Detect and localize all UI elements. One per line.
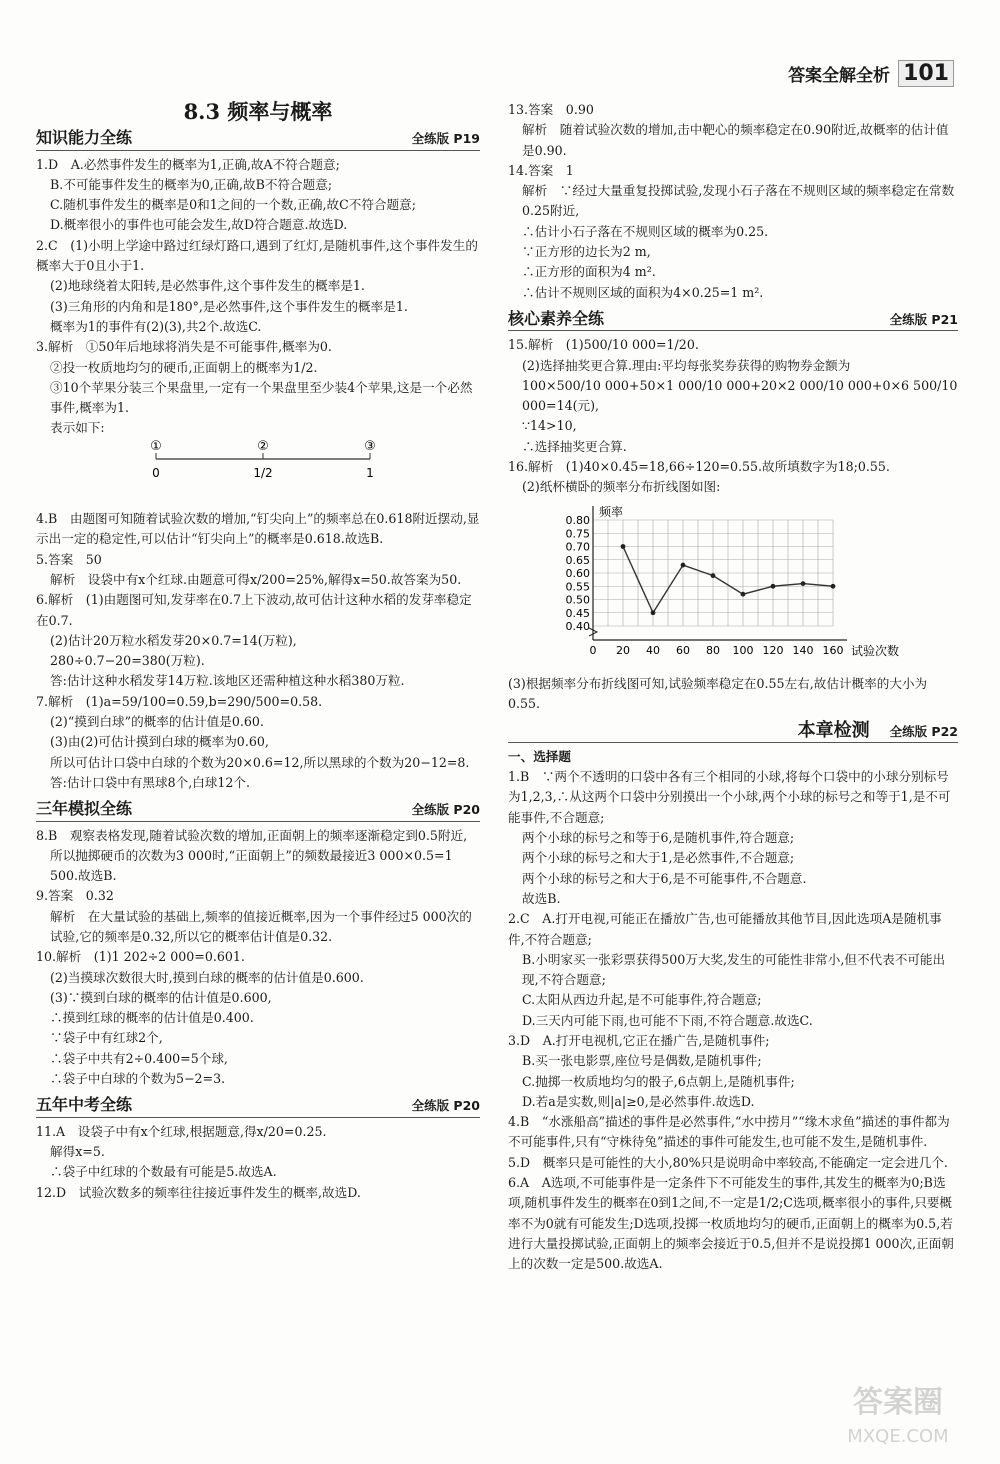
text-line: ∵袋子中有红球2个, xyxy=(50,1030,163,1046)
text-line: D.三天内可能下雨,也可能不下雨,不符合题意.故选C. xyxy=(522,1012,813,1028)
text-line: 9.答案 0.32 xyxy=(36,888,114,904)
y-tick-label: 0.40 xyxy=(565,619,590,633)
nl-mark-3: ③ xyxy=(364,438,376,454)
text-line: 所以可估计口袋中白球的个数为20×0.6=12,所以黑球的个数为20−12=8. xyxy=(50,754,470,770)
text-line: 11.A 设袋子中有x个红球,根据题意,得x/20=0.25. xyxy=(36,1123,327,1139)
text-line: 4.B 由题图可知随着试验次数的增加,“钉尖向上”的频率总在0.618附近摆动,显示出一定的稳定性,可以估计“钉尖向上”的概率是0.618.故选B. xyxy=(36,511,480,547)
test-6 xyxy=(508,1173,958,1274)
answer-16 xyxy=(508,457,958,498)
text-line: 5.D 概率只是可能性的大小,80%只是说明命中率较高,不能确定一定会进几个. xyxy=(508,1154,948,1170)
y-tick-label: 0.75 xyxy=(565,526,590,540)
text-line: (3)由(2)可估计摸到白球的概率为0.60, xyxy=(50,734,269,750)
text-line: C.抛掷一枚质地均匀的骰子,6点朝上,是随机事件; xyxy=(522,1073,795,1089)
text-line: C.随机事件发生的概率是0和1之间的一个数,正确,故C不符合题意; xyxy=(50,197,416,213)
nl-mark-2: ② xyxy=(257,438,269,454)
text-line: 3.解析 ①50年后地球将消失是不可能事件,概率为0. xyxy=(36,339,332,355)
watermark-logo xyxy=(808,1372,988,1452)
text-line: 100×500/10 000+50×1 000/10 000+20×2 000/10 000+0×6 500/10 000=14(元), xyxy=(522,377,962,414)
band-1: 知识能力全练 全练版 P19 xyxy=(36,128,480,150)
answer-2 xyxy=(36,236,480,337)
data-point xyxy=(711,573,716,578)
text-line: ∵正方形的边长为2 m, xyxy=(522,244,651,260)
data-point xyxy=(771,583,776,588)
nl-tick-1: 1 xyxy=(366,465,374,480)
text-line: ∴选择抽奖更合算. xyxy=(522,438,627,454)
test-2 xyxy=(508,909,958,1031)
text-line: B.不可能事件发生的概率为0,正确,故B不符合题意; xyxy=(50,176,333,192)
text-line: 解析 随着试验次数的增加,击中靶心的频率稳定在0.90附近,故概率的估计值是0.90. xyxy=(522,122,949,158)
data-point xyxy=(651,610,656,615)
text-line: (2)纸杯横卧的频率分布折线图如图: xyxy=(522,479,721,495)
text-line: (2)估计20万粒水稻发芽20×0.7=14(万粒), xyxy=(50,632,297,648)
text-line: ∴估计不规则区域的面积为4×0.25=1 m². xyxy=(522,284,764,300)
text-line: (2)地球绕着太阳转,是必然事件,这个事件发生的概率是1. xyxy=(50,278,365,294)
text-line: (2)“摸到白球”的概率的估计值是0.60. xyxy=(50,714,264,730)
text-line: 14.答案 1 xyxy=(508,162,574,178)
x-tick-label: 0 xyxy=(589,643,597,657)
data-point xyxy=(681,562,686,567)
y-tick-label: 0.45 xyxy=(565,606,590,620)
text-line: 8.B 观察表格发现,随着试验次数的增加,正面朝上的频率逐渐稳定到0.5附近, xyxy=(36,827,468,843)
answer-14 xyxy=(508,161,958,303)
y-axis-label: 频率 xyxy=(599,504,624,519)
band-2: 三年模拟全练 全练版 P20 xyxy=(36,799,480,821)
data-point xyxy=(831,583,836,588)
x-tick-label: 80 xyxy=(706,643,720,657)
answer-1 xyxy=(36,155,480,236)
answer-6 xyxy=(36,590,480,691)
text-line: 两个小球的标号之和等于6,是随机事件,符合题意; xyxy=(522,830,795,846)
text-line: ∴袋子中白球的个数为5−2=3. xyxy=(50,1071,226,1087)
text-line: 1.B ∵两个不透明的口袋中各有三个相同的小球,将每个口袋中的小球分别标号为1,2,3,∴从这两个口袋中分别摸出一个小球,两个小球的标号之和等于1,是不可能事件,不合题意; xyxy=(508,769,951,825)
y-tick-label: 0.50 xyxy=(565,593,590,607)
answer-9 xyxy=(36,886,480,947)
y-tick-label: 0.55 xyxy=(565,579,590,593)
test-5 xyxy=(508,1153,958,1173)
text-line: (3)三角形的内角和是180°,是必然事件,这个事件发生的概率是1. xyxy=(50,298,408,314)
x-tick-label: 140 xyxy=(792,643,814,657)
text-line: 答:估计这种水稻发芽14万粒.该地区还需种植这种水稻380万粒. xyxy=(50,673,405,689)
text-line: D.概率很小的事件也可能会发生,故D符合题意.故选D. xyxy=(50,217,348,233)
text-line: ∴估计小石子落在不规则区域的概率为0.25. xyxy=(522,223,769,239)
answer-3 xyxy=(36,337,480,438)
left-column xyxy=(36,100,480,1203)
y-tick-label: 0.60 xyxy=(565,566,590,580)
answer-16-part3 xyxy=(508,674,958,715)
text-line: 表示如下: xyxy=(50,420,105,436)
answer-7 xyxy=(36,692,480,793)
text-line: 15.解析 (1)500/10 000=1/20. xyxy=(508,337,699,353)
text-line: ∴摸到红球的概率的估计值是0.400. xyxy=(50,1010,254,1026)
text-line: 所以抛掷硬币的次数为3 000时,“正面朝上”的频数最接近3 000×0.5=1 500.故选B. xyxy=(50,847,457,884)
answer-5 xyxy=(36,550,480,591)
text-line: (3)∵摸到白球的概率的估计值是0.600, xyxy=(50,989,272,1005)
text-line: 两个小球的标号之和大于1,是必然事件,不合题意; xyxy=(522,850,795,866)
text-line: 2.C (1)小明上学途中路过红绿灯路口,遇到了红灯,是随机事件,这个事件发生的概率大于0且小于1. xyxy=(36,237,478,274)
text-line: (2)选择抽奖更合算.理由:平均每张奖券获得的购物券金额为 xyxy=(522,357,851,373)
text-line: ③10个苹果分装三个果盘里,一定有一个果盘里至少装4个苹果,这是一个必然事件,概率为1. xyxy=(50,379,473,416)
y-tick-label: 0.80 xyxy=(565,513,590,527)
x-tick-label: 160 xyxy=(822,643,844,657)
data-point xyxy=(621,544,626,549)
x-tick-label: 60 xyxy=(676,643,690,657)
text-line: 3.D A.打开电视机,它正在播广告,是随机事件; xyxy=(508,1032,770,1048)
text-line: B.小明家买一张彩票获得500万大奖,发生的可能性非常小,但不代表不可能出现,不符合题意; xyxy=(522,951,946,988)
text-line: ∴袋子中共有2÷0.400=5个球, xyxy=(50,1050,228,1066)
test-1 xyxy=(508,767,958,909)
text-line: C.太阳从西边升起,是不可能事件,符合题意; xyxy=(522,992,762,1008)
subsection-choice: 一、选择题 xyxy=(508,748,571,764)
answer-13 xyxy=(508,100,958,161)
page-header xyxy=(788,60,954,87)
text-line: 两个小球的标号之和大于6,是不可能事件,不合题意. xyxy=(522,870,807,886)
text-line: 解得x=5. xyxy=(50,1143,105,1159)
text-line: 16.解析 (1)40×0.45=18,66÷120=0.55.故所填数字为18;0.55. xyxy=(508,459,890,475)
data-point xyxy=(741,591,746,596)
text-line: 1.D A.必然事件发生的概率为1,正确,故A不符合题意; xyxy=(36,156,340,172)
page-number: 101 xyxy=(898,60,954,87)
answer-15 xyxy=(508,335,962,457)
band-4: 核心素养全练 全练版 P21 xyxy=(508,309,958,331)
text-line: ∴正方形的面积为4 m². xyxy=(522,264,656,280)
right-column xyxy=(508,100,962,1275)
test-4 xyxy=(508,1112,958,1153)
nl-tick-half: 1/2 xyxy=(253,465,273,480)
text-line: 解析 ∵经过大量重复投掷试验,发现小石子落在不规则区域的频率稳定在常数0.25附近, xyxy=(522,183,955,219)
answer-11 xyxy=(36,1122,480,1183)
text-line: 280÷0.7−20=380(万粒). xyxy=(50,653,205,669)
answer-8 xyxy=(36,826,480,887)
frequency-line-chart xyxy=(508,498,958,668)
nl-mark-1: ① xyxy=(150,438,162,454)
x-tick-label: 40 xyxy=(646,643,660,657)
band-3: 五年中考全练 全练版 P20 xyxy=(36,1095,480,1117)
text-line: 解析 在大量试验的基础上,频率的值接近概率,因为一个事件经过5 000次的试验,它的频率是0.32,所以它的概率估计值是0.32. xyxy=(50,908,472,944)
svg-text:答案圈: 答案圈 xyxy=(853,1385,943,1420)
x-tick-label: 20 xyxy=(616,643,630,657)
text-line: 2.C A.打开电视,可能正在播放广告,也可能播放其他节目,因此选项A是随机事件,不符合题意; xyxy=(508,911,942,947)
x-tick-label: 120 xyxy=(762,643,784,657)
text-line: 7.解析 (1)a=59/100=0.59,b=290/500=0.58. xyxy=(36,693,323,709)
text-line: 概率为1的事件有(2)(3),共2个.故选C. xyxy=(50,318,262,334)
text-line: 10.解析 (1)1 202÷2 000=0.601. xyxy=(36,949,245,965)
y-tick-label: 0.65 xyxy=(565,553,590,567)
text-line: 4.B “水涨船高”描述的事件是必然事件,“水中捞月”“缘木求鱼”描述的事件都为不可能事件,只有“守株待兔”描述的事件可能发生,也可能不发生,是随机事件. xyxy=(508,1114,950,1150)
answer-4 xyxy=(36,509,480,550)
answer-12 xyxy=(36,1183,480,1203)
svg-text:MXQE.COM: MXQE.COM xyxy=(847,1426,949,1447)
x-axis-label: 试验次数 xyxy=(851,643,900,658)
text-line: 12.D 试验次数多的频率往往接近事件发生的概率,故选D. xyxy=(36,1184,361,1200)
band-5: 本章检测 全练版 P22 xyxy=(508,721,958,743)
text-line: D.若a是实数,则|a|≥0,是必然事件.故选D. xyxy=(522,1093,755,1109)
text-line: 故选B. xyxy=(522,890,561,906)
header-title: 答案全解全析 xyxy=(788,66,891,86)
section-title: 8.3 频率与概率 xyxy=(183,99,333,124)
text-line: 13.答案 0.90 xyxy=(508,102,594,117)
text-line: ②投一枚质地均匀的硬币,正面朝上的概率为1/2. xyxy=(50,359,318,375)
text-line: 答:估计口袋中有黑球8个,白球12个. xyxy=(50,774,251,790)
y-tick-label: 0.70 xyxy=(565,540,590,554)
text-line: ∴袋子中红球的个数最有可能是5.故选A. xyxy=(50,1164,277,1180)
test-3 xyxy=(508,1031,958,1112)
text-line: ∵14>10, xyxy=(522,418,577,434)
text-line: 5.答案 50 xyxy=(36,551,102,567)
data-point xyxy=(801,581,806,586)
x-tick-label: 100 xyxy=(732,643,754,657)
text-line: 6.A A选项,不可能事件是一定条件下不可能发生的事件,其发生的概率为0;B选项,随机事件发生的概率在0到1之间,不一定是1/2;C选项,概率很小的事件,只要概率不为0就有可能发生;D选项,投掷一枚质地均匀的硬币,正面朝上的概率为0.5,若进行大量投掷试验,正面朝上的频率会接近于0.5,但并不是说投掷1 000次,正面朝上的次数一定是500.故选A. xyxy=(508,1175,954,1272)
text-line: 解析 设袋中有x个红球.由题意可得x/200=25%,解得x=50.故答案为50. xyxy=(50,571,462,587)
text-line: B.买一张电影票,座位号是偶数,是随机事件; xyxy=(522,1053,762,1069)
number-line xyxy=(36,439,480,503)
text-line: 6.解析 (1)由题图可知,发芽率在0.7上下波动,故可估计这种水稻的发芽率稳定在0.7. xyxy=(36,592,472,628)
nl-tick-0: 0 xyxy=(152,465,160,480)
answer-10 xyxy=(36,947,480,1089)
text-line: (3)根据频率分布折线图可知,试验频率稳定在0.55左右,故估计概率的大小为0.55. xyxy=(508,675,928,712)
text-line: (2)当摸球次数很大时,摸到白球的概率的估计值是0.600. xyxy=(50,969,364,985)
